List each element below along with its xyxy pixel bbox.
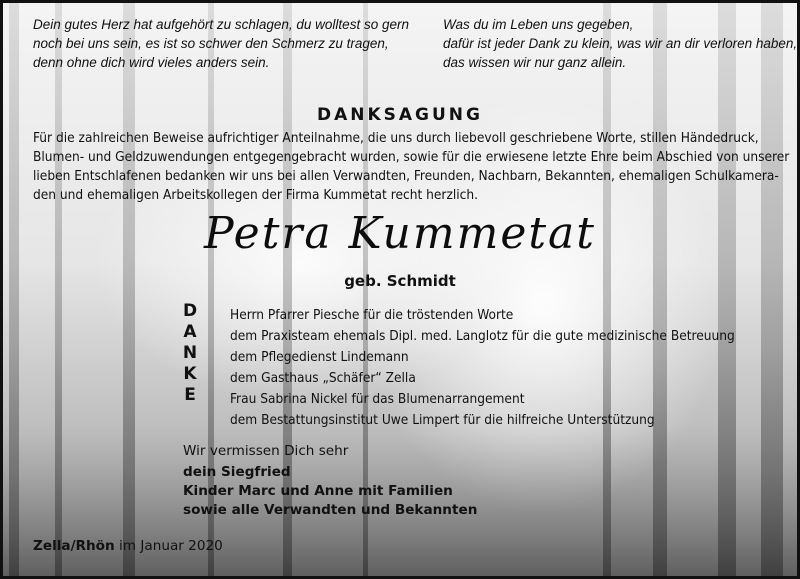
paragraph-line: lieben Entschlafenen bedanken wir uns bei allen Verwandten, Freunden, Nachbarn, Bekannten, ehemaligen Schulkamera- [33, 168, 779, 184]
danke-letter: A [183, 322, 197, 342]
list-item: dem Praxisteam ehemals Dipl. med. Langlotz für die gute medizinische Betreuung [230, 328, 735, 344]
verse-left [33, 15, 413, 72]
deceased-name: Petra Kummetat [204, 208, 596, 259]
list-item: dem Bestattungsinstitut Uwe Limpert für die hilfreiche Unterstützung [230, 412, 655, 428]
danke-letter: E [184, 385, 196, 405]
list-item: dem Gasthaus „Schäfer“ Zella [230, 370, 416, 386]
place-date [33, 538, 223, 554]
signer-line: Kinder Marc und Anne mit Familien [183, 483, 453, 499]
verse-line: Dein gutes Herz hat aufgehört zu schlagen, du wolltest so gern [33, 17, 409, 32]
list-item: Herrn Pfarrer Piesche für die tröstenden Worte [230, 307, 514, 323]
verse-line: denn ohne dich wird vieles anders sein. [33, 55, 270, 70]
obituary-content [3, 3, 797, 576]
miss-line: Wir vermissen Dich sehr [183, 443, 349, 459]
signer-line: sowie alle Verwandten und Bekannten [183, 502, 478, 518]
heading: DANKSAGUNG [316, 105, 483, 125]
thanks-list [230, 305, 735, 431]
list-item: Frau Sabrina Nickel für das Blumenarrangement [230, 391, 525, 407]
verse-line: noch bei uns sein, es ist so schwer den Schmerz zu tragen, [33, 36, 389, 51]
place: Zella/Rhön [33, 538, 115, 554]
thanks-paragraph [33, 129, 790, 205]
paragraph-line: Für die zahlreichen Beweise aufrichtiger Anteilnahme, die uns durch liebevoll geschriebene Worte, stillen Händedruck, [33, 130, 759, 146]
maiden-name: geb. Schmidt [344, 272, 456, 290]
verse-line: Was du im Leben uns gegeben, [443, 17, 634, 32]
verse-right [443, 15, 798, 72]
signers [183, 463, 477, 520]
date: im Januar 2020 [119, 538, 223, 554]
paragraph-line: den und ehemaligen Arbeitskollegen der Firma Kummetat recht herzlich. [33, 187, 479, 203]
list-item: dem Pflegedienst Lindemann [230, 349, 409, 365]
signer-line: dein Siegfried [183, 464, 291, 480]
danke-letter: D [182, 301, 198, 321]
danke-letter: N [182, 343, 198, 363]
verse-line: dafür ist jeder Dank zu klein, was wir an dir verloren haben, [443, 36, 798, 51]
verse-line: das wissen wir nur ganz allein. [443, 55, 627, 70]
danke-vertical [179, 301, 201, 406]
danke-letter: K [183, 364, 197, 384]
paragraph-line: Blumen- und Geldzuwendungen entgegengebracht wurden, sowie für die erwiesene letzte Ehre beim Abschied von unserer [33, 149, 790, 165]
